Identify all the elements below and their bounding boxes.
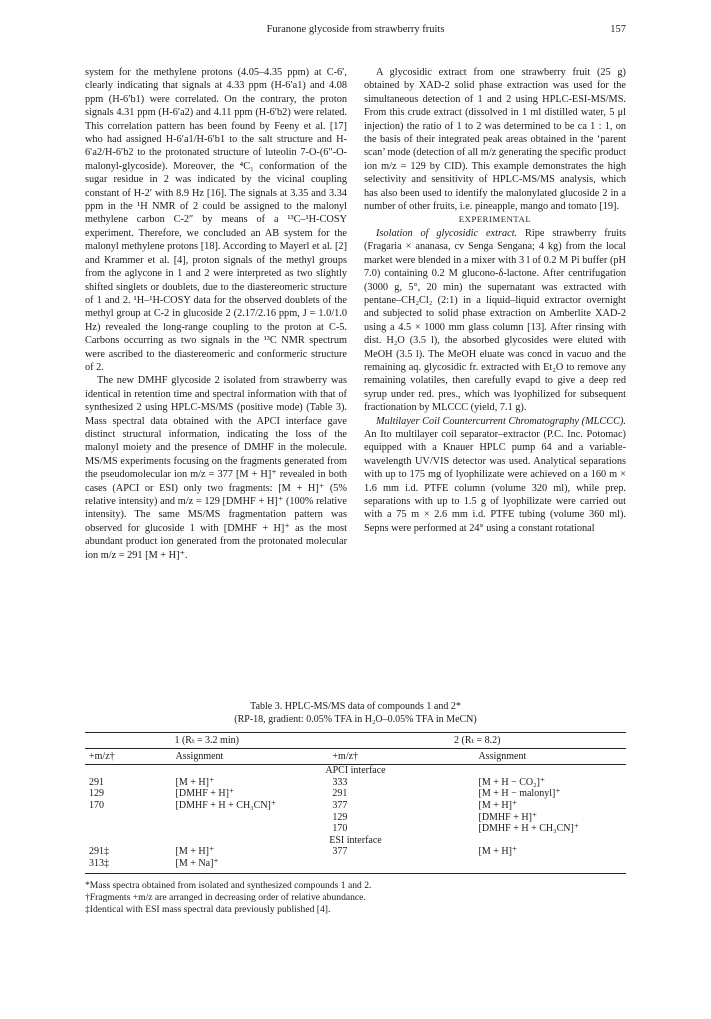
left-column xyxy=(85,66,347,562)
table-section-row-esi xyxy=(85,835,626,847)
mass-data-table xyxy=(85,732,626,874)
cell-mz-2 xyxy=(328,858,474,873)
table-column-header-row xyxy=(85,748,626,765)
cell-assignment-1: [DMHF + H]⁺ xyxy=(175,788,235,800)
table-row xyxy=(85,846,626,858)
cell-mz-2: 291 xyxy=(332,788,348,800)
section-heading: EXPERIMENTAL xyxy=(458,214,532,225)
cell-assignment-2 xyxy=(474,858,626,873)
column-header-mz: +m/z† xyxy=(328,748,474,765)
group-label-compound-1: 1 (Rₜ = 3.2 min) xyxy=(85,733,328,749)
cell-assignment-1: [DMHF + H + CH₃CN]⁺ xyxy=(175,799,277,811)
column-header-assignment: Assignment xyxy=(474,748,626,765)
table-3 xyxy=(85,700,626,917)
cell-assignment-1: [M + Na]⁺ xyxy=(172,858,329,873)
cell-mz-2: 170 xyxy=(332,823,348,835)
body-paragraph xyxy=(364,415,626,536)
footnote: †Fragments +m/z are arranged in decreasing order of relative abundance. xyxy=(85,891,366,903)
cell-mz-1: 170 xyxy=(89,799,104,811)
table-section-row-apci xyxy=(85,765,626,777)
footnote: ‡Identical with ESI mass spectral data previously published [4]. xyxy=(85,904,331,916)
cell-mz-1: 291‡ xyxy=(89,846,109,858)
cell-assignment-2: [M + H − malonyl]⁺ xyxy=(478,788,561,800)
table-row xyxy=(85,788,626,800)
cell-mz-1 xyxy=(85,823,172,835)
paragraph-title: Isolation of glycosidic extract. xyxy=(376,227,518,239)
running-header xyxy=(85,24,626,40)
group-label-compound-2: 2 (Rₜ = 8.2) xyxy=(328,733,626,749)
table-caption-line: Table 3. HPLC-MS/MS data of compounds 1 and 2* xyxy=(250,701,461,712)
cell-assignment-2: [M + H]⁺ xyxy=(478,799,518,811)
paragraph-text: Ripe strawberry fruits (Fragaria × ananasa, cv Senga Sengana; 4 kg) from the local market were blended in a mixer with 3 l of 0.2 M Pi buffer (pH 7.0) containing 0.2 M glucono-δ-lactone. After centrifugation (3000 g, 5°, 20 min) the supernatant was extracted with pentane–CH₂Cl₂ (2:1) in a liquid–liquid extractor overnight and subjected to solid phase extraction on Amberlite XAD-2 using a 4.5 × 1000 mm glass column [13]. After rinsing with dist. H₂O (3.5 l), the absorbed glycosides were eluted with MeOH (3.5 l). The MeOH eluate was concd in vacuo and the remaining aq. glycosidic fr. extracted with Et₂O to remove any remaining volatiles, then carefully evapd to give a deep red syrup under red. pres., which was lyophilized for subsequent fractionation by MLCCC (yield, 7.1 g). xyxy=(364,227,626,414)
interface-label: ESI interface xyxy=(329,834,382,846)
table-caption xyxy=(85,700,626,726)
column-header-mz: +m/z† xyxy=(85,748,172,765)
page-number: 157 xyxy=(610,24,626,35)
table-row xyxy=(85,858,626,873)
table-group-header-row xyxy=(85,733,626,749)
cell-assignment-2: [DMHF + H + CH₃CN]⁺ xyxy=(478,823,580,835)
body-paragraph: system for the methylene protons (4.05–4.35 ppm) at C-6′, clearly indicating that signals at 4.33 ppm (H-6′a1) and 4.08 ppm (H-6′b1) were correlated. On the contrary, the proton signals 4.31 ppm (H-6′a2) and 4.11 ppm (H-6′b2) were related. This correlation pattern has been found by Feeny et al. [17] who had assigned H-6′a1/H-6′b1 to the salt structure and H-6′a2/H-6′b2 to the protonated structure of luteolin 7-O-(6″-O-malonyl-glycoside). Moreover, the ⁴C₁ conformation of the sugar residue in 2 was indicated by the vicinal coupling constant of H-2′ with 8.9 Hz [16]. The signals at 3.35 and 3.34 ppm in the ¹H NMR of 2 could be assigned to the malonyl methylene carbon C-2″ by means of a ¹³C–¹H-COSY experiment. Therefore, we concluded an AB system for the malonyl methylene protons [18]. According to Mayerl et al. [2] and Krammer et al. [4], proton signals of the methyl groups from the aglycone in 1 and 2 were interpreted as two slightly shifted singlets or doublets, due to the diastereomeric structure of 1 and 2. ¹H–¹H-COSY data for the observed doublets of the methyl group at C-2 in glucoside 2 (2.17/2.16 ppm, J = 1.0/1.0 Hz) revealed the long-range coupling to the proton at C-5. Carbons occurring as two signals in the ¹³C NMR spectrum were ascribed to the diastereomeric and conformeric structure of 2. xyxy=(85,67,347,373)
cell-mz-1: 129 xyxy=(89,788,104,800)
interface-label: APCI interface xyxy=(325,765,386,777)
cell-mz-1: 291 xyxy=(89,776,104,788)
body-paragraph: The new DMHF glycoside 2 isolated from strawberry was identical in retention time and spectral information with that of synthesized 2 using HPLC-MS/MS (positive mode) (Table 3). Mass spectral data obtained with the APCI interface gave distinct structural information, indicating the loss of the malonyl moiety and the presence of DMHF in the molecule. MS/MS experiments focusing on the fragments generated from the pseudomolecular ion m/z = 377 [M + H]⁺ revealed in both cases (APCI or ESI) only two fragments: [M + H]⁺ (5% relative intensity) and m/z = 129 [DMHF + H]⁺ (100% relative intensity). The same MS/MS fragmentation pattern was observed for glucoside 1 with [DMHF + H]⁺ as the most abundant product ion generated from the protonated molecular ion m/z = 291 [M + H]⁺. xyxy=(85,375,347,561)
table-caption-line: (RP-18, gradient: 0.05% TFA in H₂O–0.05% TFA in MeCN) xyxy=(234,714,477,725)
cell-assignment-1: [M + H]⁺ xyxy=(175,846,215,858)
cell-assignment-1 xyxy=(172,823,329,835)
table-row xyxy=(85,823,626,835)
cell-mz-2: 333 xyxy=(332,776,348,788)
paragraph-text: An Ito multilayer coil separator–extractor (P.C. Inc. Potomac) equipped with a Knauer HPLC pump 64 and a variable-wavelength UV/VIS detector was used. Analytical separations with up to 175 mg of lyophilizate were achieved on a 160 m × 1.6 mm i.d. PTFE column (volume 320 ml), while prep. separations with up to 1.5 g of lyophilizate were carried out with a 75 m × 2.6 mm i.d. PTFE tubing (volume 360 ml). Sepns were performed at 24° using a constant rotational xyxy=(364,428,626,534)
table-row xyxy=(85,777,626,789)
column-header-assignment: Assignment xyxy=(172,748,329,765)
paragraph-title: Multilayer Coil Countercurrent Chromatography (MLCCC). xyxy=(376,415,626,427)
cell-mz-2: 129 xyxy=(332,811,348,823)
footnote: *Mass spectra obtained from isolated and synthesized compounds 1 and 2. xyxy=(85,879,372,891)
table-footnotes xyxy=(85,880,626,917)
body-paragraph: A glycosidic extract from one strawberry fruit (25 g) obtained by XAD-2 solid phase extraction was used for the simultaneous detection of 1 and 2 using HPLC-ESI-MS/MS. From this crude extract (dissolved in 1 ml distilled water, 5 μl injection) the ratio of 1 to 2 was determined to be ca 1 : 1, on the basis of their integrated peak areas obtained in the ‘parent scan’ mode (detection of all m/z generating the specific product ion m/z = 129 by CID). This example demonstrates the high selectivity and sensitivity of HPLC-MS/MS analysis, which has also been used to identify the malonylated glucoside 2 in a number of other fruits, i.e. pineapple, mango and tomato [19]. xyxy=(364,67,626,213)
running-title: Furanone glycoside from strawberry fruits xyxy=(266,24,445,35)
cell-assignment-2: [M + H − CO₂]⁺ xyxy=(478,776,546,788)
table-row xyxy=(85,812,626,824)
cell-assignment-1: [M + H]⁺ xyxy=(175,776,215,788)
body-paragraph xyxy=(364,227,626,415)
cell-assignment-2: [M + H]⁺ xyxy=(478,846,518,858)
cell-assignment-2: [DMHF + H]⁺ xyxy=(478,811,538,823)
cell-mz-1 xyxy=(85,812,172,824)
cell-mz-2: 377 xyxy=(332,799,348,811)
cell-assignment-1 xyxy=(172,812,329,824)
right-column xyxy=(364,66,626,535)
table-row xyxy=(85,800,626,812)
cell-mz-2: 377 xyxy=(332,846,348,858)
cell-mz-1: 313‡ xyxy=(85,858,172,873)
